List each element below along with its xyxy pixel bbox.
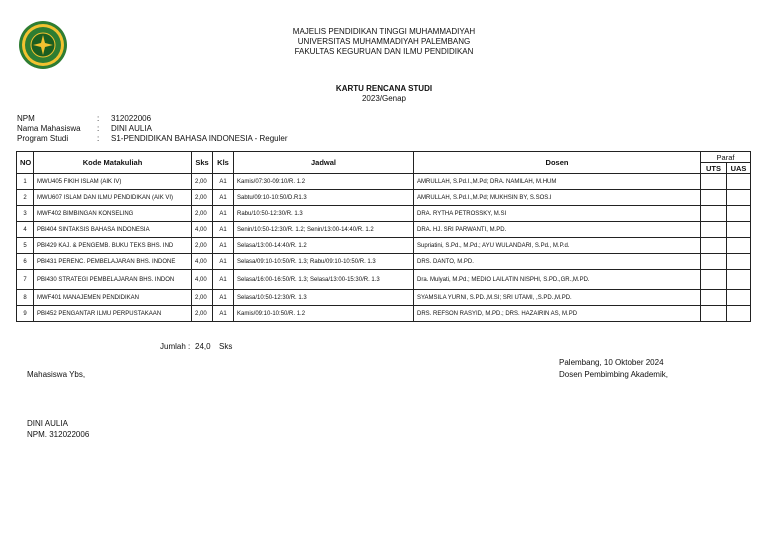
title-period: 2023/Genap <box>361 94 407 103</box>
cell-no: 8 <box>17 290 34 306</box>
cell-sks: 2,00 <box>192 190 213 206</box>
cell-kls: A1 <box>213 254 234 270</box>
table-row <box>17 270 751 290</box>
cell-jadwal: Kamis/07:30-09:10/R. 1.2 <box>234 174 414 190</box>
header-line-3: FAKULTAS KEGURUAN DAN ILMU PENDIDIKAN <box>294 47 474 56</box>
col-header-uas: UAS <box>727 163 751 174</box>
cell-dosen: DRS. DANTO, M.PD. <box>414 254 701 270</box>
cell-kode: MWF401 MANAJEMEN PENDIDIKAN <box>34 290 192 306</box>
cell-uas <box>727 174 751 190</box>
place-date: Palembang, 10 Oktober 2024 <box>559 358 664 367</box>
cell-uas <box>727 270 751 290</box>
cell-jadwal: Kamis/09:10-10:50/R. 1.2 <box>234 306 414 322</box>
table-row <box>17 238 751 254</box>
cell-no: 7 <box>17 270 34 290</box>
cell-uts <box>701 306 727 322</box>
cell-jadwal: Selasa/10:50-12:30/R. 1.3 <box>234 290 414 306</box>
cell-sks: 2,00 <box>192 174 213 190</box>
program-label: Program Studi <box>17 134 69 143</box>
cell-kls: A1 <box>213 238 234 254</box>
cell-uts <box>701 222 727 238</box>
separator: : <box>97 114 100 123</box>
cell-dosen: AMRULLAH, S.Pd.I.,M.Pd; MUKHSIN BY, S.SOS.I <box>414 190 701 206</box>
cell-sks: 2,00 <box>192 306 213 322</box>
table-row <box>17 222 751 238</box>
cell-kode: PBI429 KAJ. & PENGEMB. BUKU TEKS BHS. IND <box>34 238 192 254</box>
col-header-kls: Kls <box>213 152 234 174</box>
cell-kode: PBI404 SINTAKSIS BAHASA INDONESIA <box>34 222 192 238</box>
cell-jadwal: Senin/10:50-12:30/R. 1.2; Senin/13:00-14:40/R. 1.2 <box>234 222 414 238</box>
cell-uas <box>727 254 751 270</box>
cell-uas <box>727 222 751 238</box>
table-row <box>17 206 751 222</box>
cell-jadwal: Selasa/09:10-10:50/R. 1.3; Rabu/09:10-10:50/R. 1.3 <box>234 254 414 270</box>
program-value: S1-PENDIDIKAN BAHASA INDONESIA - Reguler <box>111 134 288 143</box>
cell-sks: 2,00 <box>192 206 213 222</box>
table-row <box>17 306 751 322</box>
col-header-paraf: Paraf <box>701 152 751 163</box>
cell-no: 5 <box>17 238 34 254</box>
cell-jadwal: Selasa/13:00-14:40/R. 1.2 <box>234 238 414 254</box>
cell-uts <box>701 206 727 222</box>
cell-no: 2 <box>17 190 34 206</box>
cell-uts <box>701 174 727 190</box>
cell-dosen: Dra. Mulyati, M.Pd.; MEDIO LAILATIN NISPHI, S.PD.,GR.,M.PD. <box>414 270 701 290</box>
student-sign-label: Mahasiswa Ybs, <box>27 370 86 379</box>
total-value: 24,0 <box>195 342 211 351</box>
table-row <box>17 174 751 190</box>
table-row <box>17 290 751 306</box>
table-row <box>17 254 751 270</box>
cell-kode: MWU405 FIKIH ISLAM (AIK IV) <box>34 174 192 190</box>
cell-kode: MWF402 BIMBINGAN KONSELING <box>34 206 192 222</box>
cell-no: 3 <box>17 206 34 222</box>
cell-uts <box>701 190 727 206</box>
separator: : <box>97 124 100 133</box>
advisor-sign-label: Dosen Pembimbing Akademik, <box>559 370 668 379</box>
total-unit: Sks <box>219 342 233 351</box>
cell-uas <box>727 290 751 306</box>
cell-kode: MWU607 ISLAM DAN ILMU PENDIDIKAN (AIK VI) <box>34 190 192 206</box>
cell-uts <box>701 270 727 290</box>
cell-kls: A1 <box>213 290 234 306</box>
cell-jadwal: Rabu/10:50-12:30/R. 1.3 <box>234 206 414 222</box>
cell-sks: 4,00 <box>192 270 213 290</box>
cell-kode: PBI430 STRATEGI PEMBELAJARAN BHS. INDON <box>34 270 192 290</box>
cell-sks: 4,00 <box>192 222 213 238</box>
cell-kls: A1 <box>213 270 234 290</box>
cell-dosen: AMRULLAH, S.Pd.I.,M.Pd; DRA. NAMILAH, M.HUM <box>414 174 701 190</box>
col-header-jadwal: Jadwal <box>234 152 414 174</box>
col-header-dosen: Dosen <box>414 152 701 174</box>
cell-sks: 2,00 <box>192 290 213 306</box>
cell-kls: A1 <box>213 206 234 222</box>
cell-dosen: DRA. RYTHA PETROSSKY, M.SI <box>414 206 701 222</box>
col-header-sks: Sks <box>192 152 213 174</box>
cell-uts <box>701 254 727 270</box>
name-label: Nama Mahasiswa <box>17 124 81 133</box>
cell-kls: A1 <box>213 222 234 238</box>
cell-kls: A1 <box>213 190 234 206</box>
title-main: KARTU RENCANA STUDI <box>335 84 433 93</box>
cell-uas <box>727 190 751 206</box>
student-info <box>17 114 288 144</box>
student-sign-npm: NPM. 312022006 <box>27 430 90 439</box>
npm-label: NPM <box>17 114 35 123</box>
cell-kls: A1 <box>213 174 234 190</box>
document-title <box>250 84 518 104</box>
total-label: Jumlah : <box>160 342 191 351</box>
col-header-no: NO <box>17 152 34 174</box>
cell-no: 4 <box>17 222 34 238</box>
course-table <box>16 151 751 322</box>
cell-no: 9 <box>17 306 34 322</box>
student-sign-name: DINI AULIA <box>27 419 68 428</box>
cell-kls: A1 <box>213 306 234 322</box>
cell-dosen: DRA. HJ. SRI PARWANTI, M.PD. <box>414 222 701 238</box>
course-table-body <box>17 174 751 322</box>
cell-sks: 2,00 <box>192 238 213 254</box>
cell-dosen: SYAMSILA YURNI, S.PD.,M.SI; SRI UTAMI, ,S.PD.,M.PD. <box>414 290 701 306</box>
npm-value: 312022006 <box>111 114 152 123</box>
cell-uas <box>727 306 751 322</box>
cell-sks: 4,00 <box>192 254 213 270</box>
separator: : <box>97 134 100 143</box>
university-logo <box>18 20 68 70</box>
name-value: DINI AULIA <box>111 124 152 133</box>
cell-kode: PBI431 PERENC. PEMBELAJARAN BHS. INDONE <box>34 254 192 270</box>
col-header-uts: UTS <box>701 163 727 174</box>
cell-dosen: Supriatini, S.Pd., M.Pd.; AYU WULANDARI, S.Pd., M.P.d. <box>414 238 701 254</box>
header-line-1: MAJELIS PENDIDIKAN TINGGI MUHAMMADIYAH <box>292 27 476 36</box>
cell-uas <box>727 238 751 254</box>
cell-uas <box>727 206 751 222</box>
cell-uts <box>701 290 727 306</box>
cell-uts <box>701 238 727 254</box>
cell-no: 6 <box>17 254 34 270</box>
header-line-2: UNIVERSITAS MUHAMMADIYAH PALEMBANG <box>297 37 471 46</box>
cell-dosen: DRS. REFSON RASYID, M.PD.; DRS. HAZAIRIN AS, M.PD <box>414 306 701 322</box>
cell-jadwal: Selasa/16:00-16:50/R. 1.3; Selasa/13:00-15:30/R. 1.3 <box>234 270 414 290</box>
table-row <box>17 190 751 206</box>
col-header-kode: Kode Matakuliah <box>34 152 192 174</box>
cell-kode: PBI452 PENGANTAR ILMU PERPUSTAKAAN <box>34 306 192 322</box>
cell-jadwal: Sabtu/09:10-10:50/D.R1.3 <box>234 190 414 206</box>
cell-no: 1 <box>17 174 34 190</box>
